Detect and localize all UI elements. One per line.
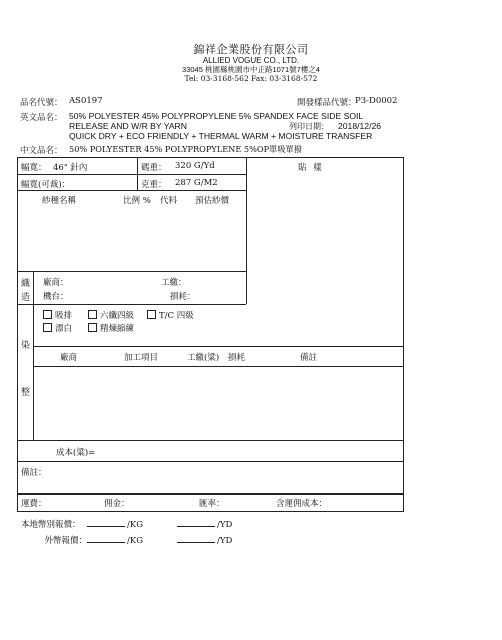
unit-kg: /KG bbox=[127, 520, 144, 530]
local-price-row bbox=[21, 518, 232, 530]
en-name-line3: QUICK DRY + ECO FRIENDLY + THERMAL WARM + MOISTURE TRANSFER bbox=[69, 131, 373, 141]
yarn-col-price: 預估紗價 bbox=[195, 196, 230, 206]
dye-col-loss: 損耗 bbox=[228, 353, 246, 363]
checkbox-icon bbox=[88, 323, 97, 332]
rate-label: 匯率： bbox=[199, 499, 225, 509]
yarn-col-sub: 代料 bbox=[160, 196, 178, 206]
option-bleach[interactable]: 漂白 bbox=[43, 322, 72, 334]
unit-yd: /YD bbox=[217, 536, 233, 546]
dye-col-factory: 廠商 bbox=[60, 353, 78, 363]
en-name-label: 英文品名： bbox=[20, 113, 63, 123]
print-date: 2018/12/26 bbox=[338, 121, 382, 131]
local-price-yd-input[interactable] bbox=[177, 520, 215, 527]
dev-sample-label: 開發樣品代號： bbox=[297, 98, 357, 108]
option-tc-grade[interactable]: T/C 四級 bbox=[147, 309, 194, 321]
option-scour[interactable]: 精煉縮練 bbox=[88, 322, 134, 334]
remark-label: 備註： bbox=[21, 468, 47, 478]
yarn-col-name: 紗種名稱 bbox=[42, 196, 77, 206]
total-cost-label: 含運佣成本： bbox=[276, 499, 328, 509]
local-price-label: 本地幣別報價： bbox=[21, 520, 81, 530]
checkbox-icon bbox=[88, 310, 97, 319]
weave-side-1: 織 bbox=[21, 279, 31, 289]
gsm-value: 287 G/M2 bbox=[175, 178, 218, 188]
product-code-label: 品名代號： bbox=[20, 98, 63, 108]
gsm-label: 克重： bbox=[141, 180, 167, 190]
local-price-kg-input[interactable] bbox=[87, 520, 125, 527]
dye-side-1: 染 bbox=[21, 341, 31, 351]
foreign-price-row bbox=[21, 534, 232, 546]
dev-sample-code: P3-D0002 bbox=[355, 96, 398, 106]
foreign-price-label: 外幣報價： bbox=[44, 536, 87, 546]
print-date-label: 列印日期： bbox=[289, 122, 329, 131]
spec-table bbox=[17, 157, 404, 494]
checkbox-icon bbox=[147, 310, 156, 319]
option-six-fiber[interactable]: 六纖四級 bbox=[88, 309, 134, 321]
dye-col-remark: 備註 bbox=[300, 353, 318, 363]
dye-side-2: 整 bbox=[21, 388, 31, 398]
company-tel-fax: Tel: 03-3168-562 Fax: 03-3168-572 bbox=[184, 74, 318, 83]
checkbox-icon bbox=[43, 323, 52, 332]
company-address: 33045 桃園縣桃園市中正路1071號7樓之4 bbox=[182, 65, 320, 74]
foreign-price-yd-input[interactable] bbox=[177, 536, 215, 543]
unit-yd: /YD bbox=[217, 520, 233, 530]
dye-col-process: 加工項目 bbox=[124, 353, 159, 363]
unit-kg: /KG bbox=[127, 536, 144, 546]
shipping-label: 運費： bbox=[21, 499, 47, 509]
en-name-line1: 50% POLYESTER 45% POLYPROPYLENE 5% SPANDEX FACE SIDE SOIL bbox=[69, 111, 364, 121]
weight-label: 碼重： bbox=[141, 163, 167, 173]
foreign-price-kg-input[interactable] bbox=[87, 536, 125, 543]
machine-label: 機台： bbox=[43, 292, 69, 302]
weight-value: 320 G/Yd bbox=[175, 161, 215, 171]
zh-name-label: 中文品名： bbox=[20, 146, 63, 156]
commission-label: 佣金： bbox=[104, 499, 130, 509]
width-value: 46" 針內 bbox=[53, 163, 88, 173]
sample-label: 貼 樣 bbox=[298, 163, 324, 173]
option-wicking[interactable]: 吸排 bbox=[43, 309, 72, 321]
company-name-en: ALLIED VOGUE CO., LTD. bbox=[202, 56, 300, 65]
yarn-col-ratio: 比例 % bbox=[123, 196, 151, 206]
labor-label: 工繳： bbox=[161, 278, 187, 288]
en-name-line2: RELEASE AND W/R BY YARN bbox=[69, 121, 187, 131]
factory-label: 廠商： bbox=[43, 278, 69, 288]
product-code: AS0197 bbox=[69, 96, 103, 106]
company-name-zh: 錦祥企業股份有限公司 bbox=[193, 43, 309, 56]
loss-label: 損耗： bbox=[170, 292, 196, 302]
zh-name: 50% POLYESTER 45% POLYPROPYLENE 5%OP單吸單撥 bbox=[69, 144, 302, 154]
checkbox-icon bbox=[43, 310, 52, 319]
cut-width-label: 幅寬(可裁)： bbox=[21, 180, 71, 190]
weave-side-2: 造 bbox=[21, 293, 31, 303]
dye-col-labor: 工繳(粱) bbox=[187, 353, 220, 363]
cost-label: 成本(粱)= bbox=[56, 448, 96, 458]
width-label: 幅寬： bbox=[21, 163, 47, 173]
